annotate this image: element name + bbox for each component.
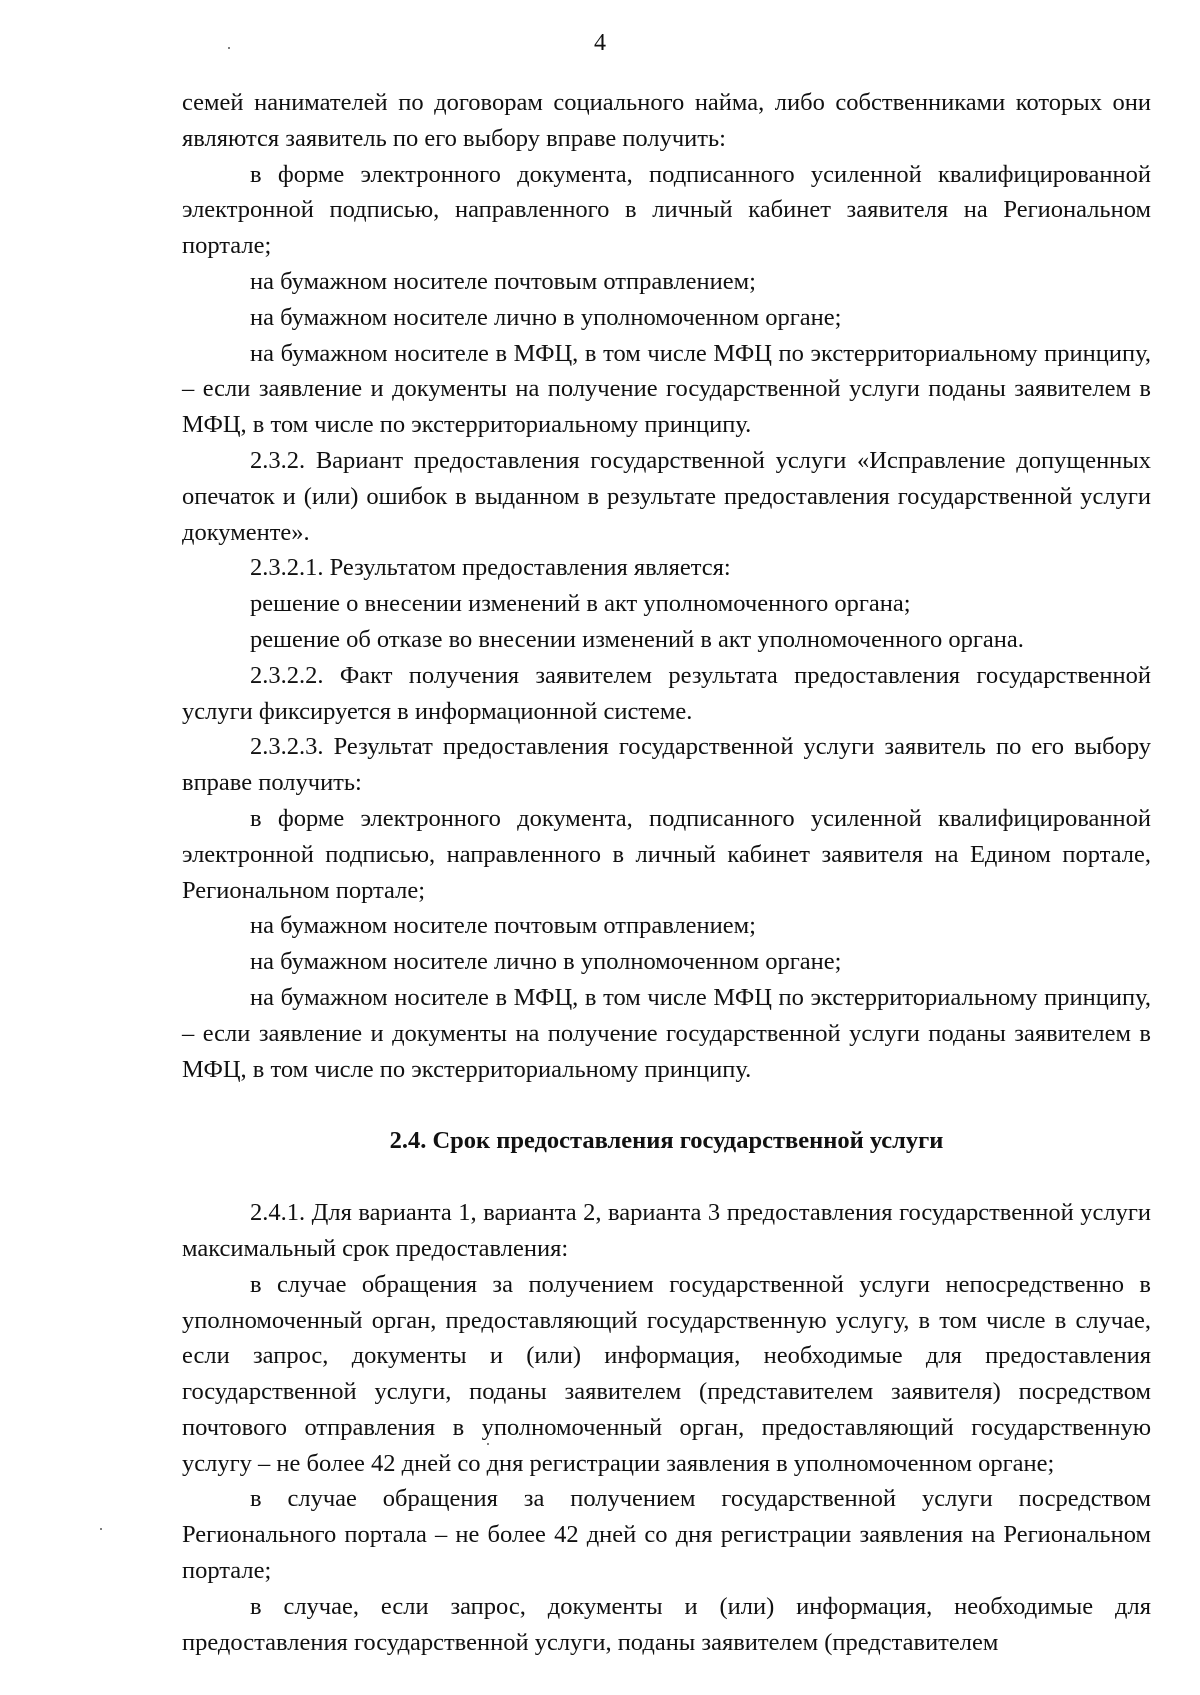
paragraph: 2.3.2. Вариант предоставления государственной услуги «Исправление допущенных опечаток и (или) ошибок в выданном в результате предоставления государственной услуги документе». xyxy=(182,446,1151,546)
paragraph: в случае, если запрос, документы и (или) информация, необходимые для предоставления государственной услуги, поданы заявителем (представителем xyxy=(182,1592,1151,1656)
paragraph: на бумажном носителе почтовым отправлением; xyxy=(250,912,756,940)
paragraph: семей нанимателей по договорам социального найма, либо собственниками которых они являются заявитель по его выбору вправе получить: xyxy=(182,89,1151,152)
paragraph: 2.3.2.1. Результатом предоставления является: xyxy=(250,554,731,582)
paragraph: в форме электронного документа, подписанного усиленной квалифицированной электронной подписью, направленного в личный кабинет заявителя на Региональном портале; xyxy=(182,160,1151,260)
paragraph: решение об отказе во внесении изменений в акт уполномоченного органа. xyxy=(250,625,1024,653)
section-heading: 2.4. Срок предоставления государственной услуги xyxy=(389,1127,944,1155)
paragraph: на бумажном носителе лично в уполномоченном органе; xyxy=(250,303,842,331)
paragraph: решение о внесении изменений в акт уполномоченного органа; xyxy=(250,590,911,618)
paragraph: 2.3.2.2. Факт получения заявителем результата предоставления государственной услуги фиксируется в информационной системе. xyxy=(182,661,1151,725)
paragraph: в форме электронного документа, подписанного усиленной квалифицированной электронной подписью, направленного в личный кабинет заявителя на Едином портале, Региональном портале; xyxy=(182,804,1151,904)
paragraph: в случае обращения за получением государственной услуги непосредственно в уполномоченный орган, предоставляющий государственную услугу, в том числе в случае, если запрос, документы и (или) информация, необходимые для предоставления государственной услуги, поданы заявителем (представителем заявителя) посредством почтового отправления в уполномоченный орган, предоставляющий государственную услугу – не более 42 дней со дня регистрации заявления в уполномоченном органе; xyxy=(182,1270,1151,1477)
paragraph: в случае обращения за получением государственной услуги посредством Регионального портала – не более 42 дней со дня регистрации заявления на Региональном портале; xyxy=(182,1485,1151,1585)
document-body xyxy=(182,85,1151,1660)
paragraph: на бумажном носителе лично в уполномоченном органе; xyxy=(250,948,842,976)
paragraph: на бумажном носителе в МФЦ, в том числе МФЦ по экстерриториальному принципу, – если заявление и документы на получение государственной услуги поданы заявителем в МФЦ, в том числе по экстерриториальному принципу. xyxy=(182,983,1151,1083)
scan-speck xyxy=(228,47,230,49)
scan-speck xyxy=(487,1443,489,1445)
page-number: 4 xyxy=(594,30,606,56)
paragraph: на бумажном носителе в МФЦ, в том числе МФЦ по экстерриториальному принципу, – если заявление и документы на получение государственной услуги поданы заявителем в МФЦ, в том числе по экстерриториальному принципу. xyxy=(182,339,1151,439)
paragraph: на бумажном носителе почтовым отправлением; xyxy=(250,267,756,295)
scan-speck xyxy=(100,1528,102,1530)
paragraph: 2.4.1. Для варианта 1, варианта 2, варианта 3 предоставления государственной услуги максимальный срок предоставления: xyxy=(182,1199,1151,1262)
paragraph: 2.3.2.3. Результат предоставления государственной услуги заявитель по его выбору вправе получить: xyxy=(182,733,1151,797)
